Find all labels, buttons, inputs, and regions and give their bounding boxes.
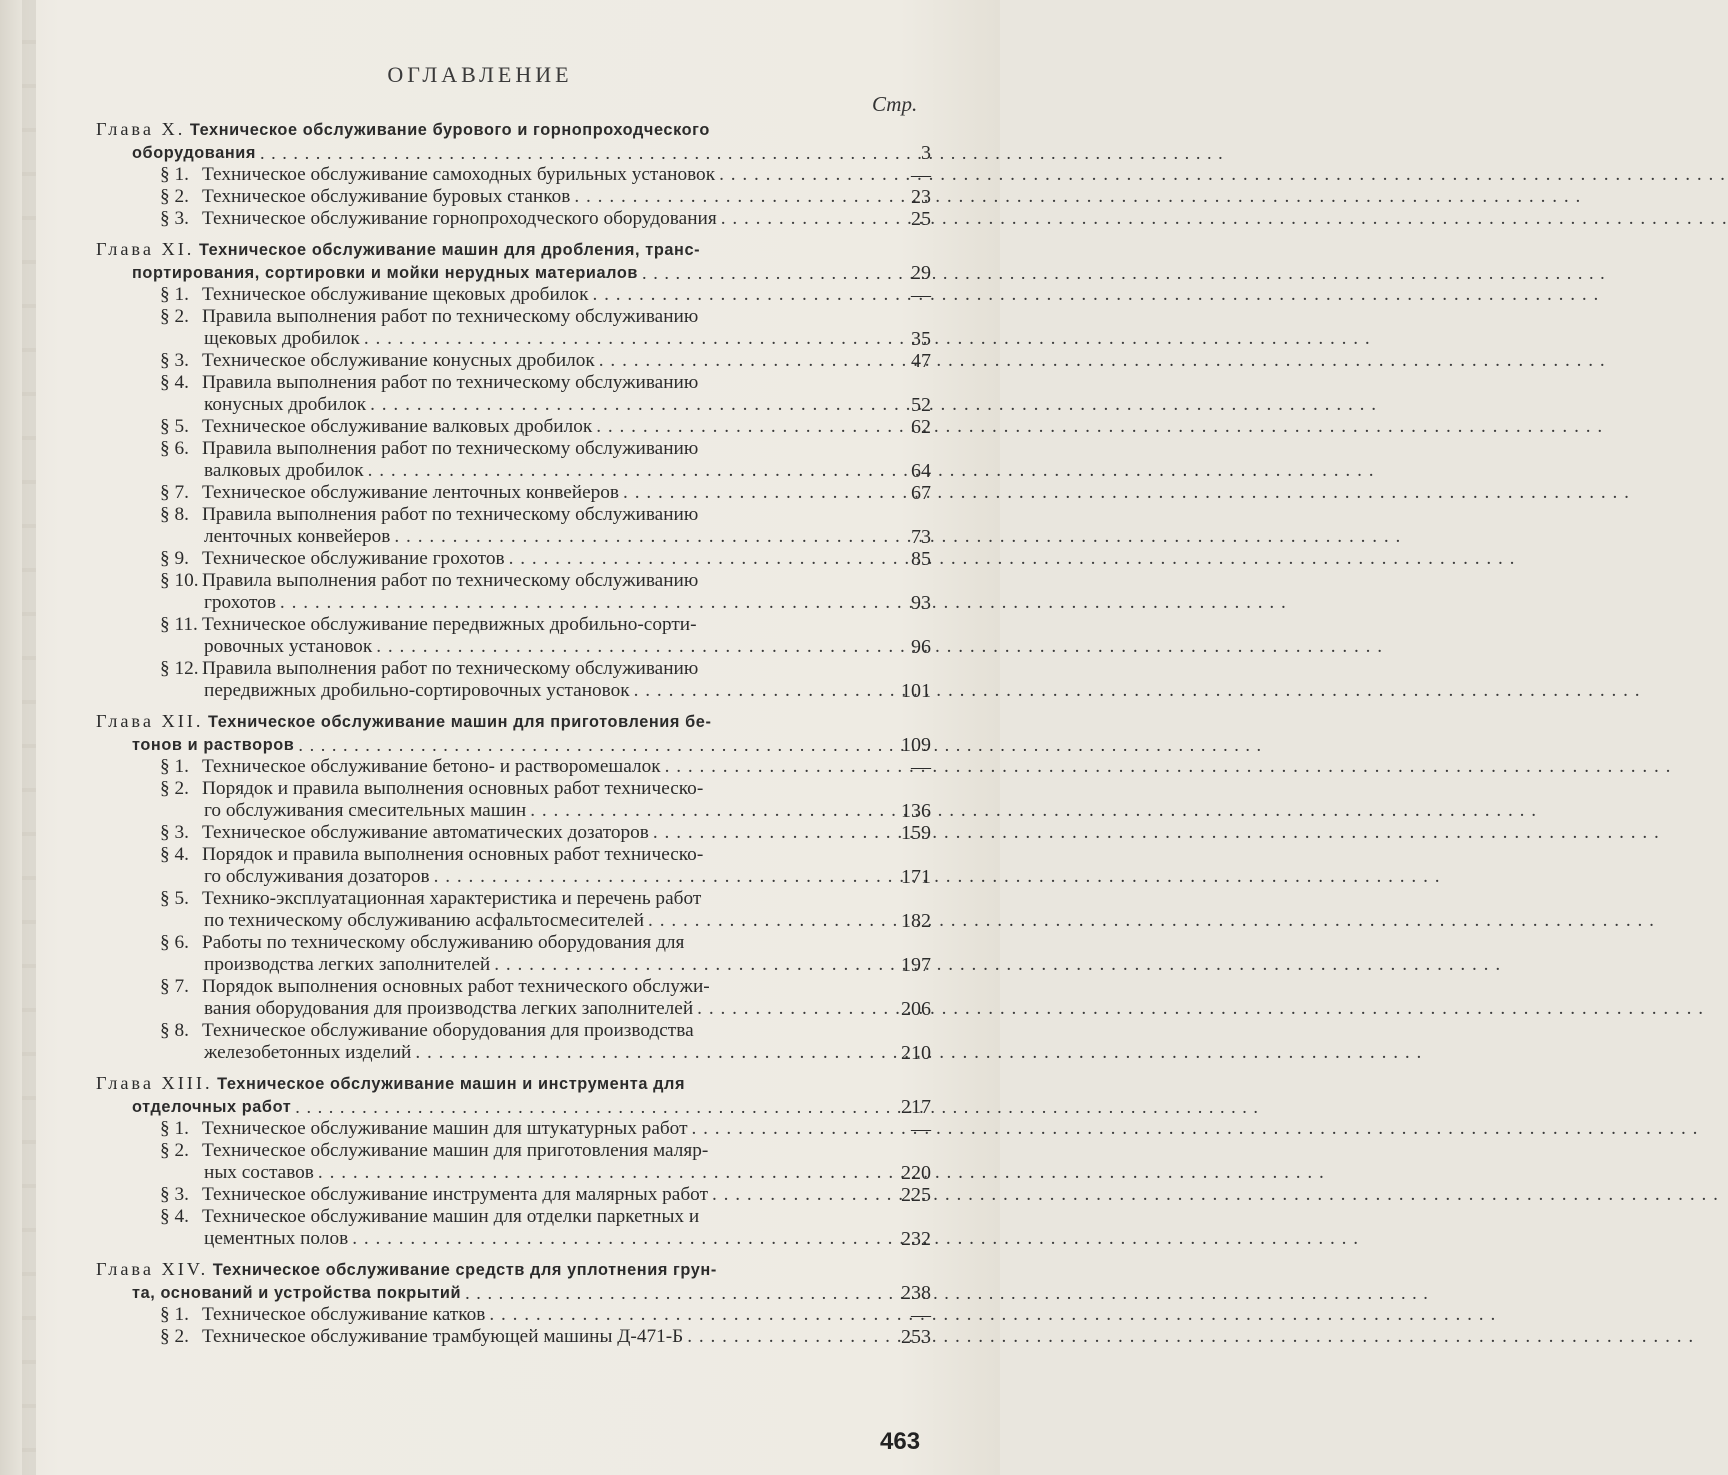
section-text: [160, 482, 619, 504]
section-line: [96, 592, 931, 614]
leader-dots: [653, 822, 859, 844]
chapter-title-text: [132, 1281, 461, 1304]
section-title: ровочных установок: [204, 636, 373, 657]
section-title: Техническое обслуживание буровых станков: [202, 186, 571, 207]
section-title: Правила выполнения работ по техническому обслуживанию: [202, 658, 699, 679]
section-title: Техническое обслуживание машин для штукатурных работ: [202, 1118, 688, 1139]
section-title: Техническое обслуживание грохотов: [202, 548, 505, 569]
section-title: Технико-эксплуатационная характеристика и перечень работ: [202, 888, 702, 909]
leader-dots: [489, 1304, 859, 1326]
chapter-page: 3: [921, 142, 931, 164]
section-page: —: [911, 164, 931, 186]
section-number: § 6.: [160, 932, 189, 953]
section-page: 62: [911, 416, 931, 438]
section-title: Техническое обслуживание щековых дробилок: [202, 284, 589, 305]
section-title: ных составов: [204, 1162, 314, 1183]
section-text: [204, 954, 490, 976]
leader-dots: [415, 1042, 859, 1064]
section-line: [96, 306, 931, 328]
section-line: [96, 208, 931, 230]
chapter-title-text: [132, 733, 294, 756]
toc-chapter: [96, 1258, 931, 1348]
section-text: [204, 1228, 348, 1250]
section-line: [96, 1162, 931, 1184]
section-text: [160, 888, 701, 910]
section-number: § 7.: [160, 976, 189, 997]
chapter-title-line: [96, 1281, 931, 1304]
chapter-label: Глава XIV.: [96, 1259, 209, 1279]
chapter-title-text: [132, 1095, 291, 1118]
page-number: 463: [880, 1428, 921, 1455]
section-number: § 1.: [160, 1304, 189, 1325]
section-line: [96, 1042, 931, 1064]
section-title: го обслуживания дозаторов: [204, 866, 430, 887]
section-line: [96, 910, 931, 932]
section-text: [204, 800, 526, 822]
section-page: 85: [911, 548, 931, 570]
section-title: Техническое обслуживание передвижных дробильно-сорти-: [202, 614, 697, 635]
section-line: [96, 164, 931, 186]
leader-dots: [623, 482, 859, 504]
section-page: 35: [911, 328, 931, 350]
chapter-title: Техническое обслуживание средств для уплотнения грун-: [212, 1261, 717, 1279]
section-number: § 4.: [160, 844, 189, 865]
section-text: [160, 164, 715, 186]
chapter-title: отделочных работ: [132, 1098, 292, 1116]
toc-chapter: [96, 710, 931, 1064]
leader-dots: [352, 1228, 859, 1250]
section-number: § 2.: [160, 1326, 189, 1347]
section-line: [96, 284, 931, 306]
section-page: 225: [901, 1184, 931, 1206]
section-page: 197: [901, 954, 931, 976]
section-page: 220: [901, 1162, 931, 1184]
section-line: [96, 680, 931, 702]
section-text: [160, 614, 697, 636]
section-text: [204, 328, 360, 350]
chapter-page: 109: [901, 734, 931, 756]
section-text: [160, 350, 595, 372]
leader-dots: [260, 142, 859, 164]
section-title: щековых дробилок: [204, 328, 360, 349]
section-line: [96, 460, 931, 482]
leader-dots: [719, 164, 859, 186]
section-text: [160, 778, 703, 800]
chapter-title: тонов и растворов: [132, 736, 295, 754]
section-text: [204, 592, 276, 614]
section-line: [96, 328, 931, 350]
section-page: 64: [911, 460, 931, 482]
section-line: [96, 482, 931, 504]
leader-dots: [665, 756, 859, 778]
section-title: Правила выполнения работ по техническому обслуживанию: [202, 438, 699, 459]
section-title: Техническое обслуживание бетоно- и растворомешалок: [202, 756, 661, 777]
section-line: [96, 438, 931, 460]
section-text: [160, 1206, 699, 1228]
leader-dots: [634, 680, 859, 702]
section-number: § 3.: [160, 1184, 189, 1205]
section-title: го обслуживания смесительных машин: [204, 800, 527, 821]
section-line: [96, 932, 931, 954]
section-title: Порядок выполнения основных работ технического обслужи-: [202, 976, 710, 997]
chapter-title: та, оснований и устройства покрытий: [132, 1284, 462, 1302]
section-text: [160, 306, 698, 328]
section-title: ленточных конвейеров: [204, 526, 391, 547]
section-line: [96, 1140, 931, 1162]
toc-chapter: [96, 238, 931, 702]
section-title: передвижных дробильно-сортировочных установок: [204, 680, 630, 701]
section-title: Техническое обслуживание ленточных конвейеров: [202, 482, 620, 503]
section-title: по техническому обслуживанию асфальтосмесителей: [204, 910, 645, 931]
leader-dots: [509, 548, 859, 570]
chapter-page: 29: [911, 262, 931, 284]
chapter-label: Глава XII.: [96, 711, 204, 731]
section-line: [96, 394, 931, 416]
section-title: Работы по техническому обслуживанию оборудования для: [202, 932, 685, 953]
section-title: Правила выполнения работ по техническому обслуживанию: [202, 306, 699, 327]
section-title: Техническое обслуживание катков: [202, 1304, 486, 1325]
section-line: [96, 504, 931, 526]
toc-chapter: [96, 118, 931, 230]
section-title: Правила выполнения работ по техническому обслуживанию: [202, 504, 699, 525]
section-page: —: [911, 1118, 931, 1140]
section-number: § 11.: [160, 614, 198, 635]
section-number: § 7.: [160, 482, 189, 503]
section-text: [160, 284, 588, 306]
section-line: [96, 1304, 931, 1326]
section-number: § 4.: [160, 372, 189, 393]
section-text: [204, 1042, 411, 1064]
section-text: [204, 866, 430, 888]
section-number: § 4.: [160, 1206, 189, 1227]
section-text: [160, 1326, 683, 1348]
leader-dots: [376, 636, 859, 658]
leader-dots: [648, 910, 859, 932]
section-title: Правила выполнения работ по техническому обслуживанию: [202, 570, 699, 591]
section-text: [160, 976, 710, 998]
chapter-title-text: [132, 141, 256, 164]
section-line: [96, 570, 931, 592]
section-title: Порядок и правила выполнения основных работ техническо-: [202, 778, 704, 799]
section-number: § 2.: [160, 1140, 189, 1161]
section-number: § 8.: [160, 504, 189, 525]
section-number: § 3.: [160, 822, 189, 843]
section-number: § 2.: [160, 306, 189, 327]
chapter-title-line: [96, 118, 931, 141]
chapter-title-text: [96, 118, 710, 141]
leader-dots: [687, 1326, 859, 1348]
leader-dots: [295, 1096, 859, 1118]
chapter-title: портирования, сортировки и мойки нерудных материалов: [132, 264, 639, 282]
section-title: Техническое обслуживание автоматических дозаторов: [202, 822, 649, 843]
section-number: § 3.: [160, 350, 189, 371]
section-page: 25: [911, 208, 931, 230]
section-text: [160, 504, 698, 526]
section-title: цементных полов: [204, 1228, 349, 1249]
leader-dots: [364, 328, 859, 350]
section-line: [96, 998, 931, 1020]
section-text: [204, 394, 366, 416]
section-number: § 2.: [160, 186, 189, 207]
section-line: [96, 548, 931, 570]
section-text: [204, 460, 364, 482]
section-number: § 1.: [160, 1118, 189, 1139]
section-page: 171: [901, 866, 931, 888]
chapter-title: Техническое обслуживание машин и инструмента для: [217, 1075, 686, 1093]
leader-dots: [280, 592, 859, 614]
section-title: Техническое обслуживание горнопроходческого оборудования: [202, 208, 717, 229]
section-page: 136: [901, 800, 931, 822]
chapter-page: 238: [901, 1282, 931, 1304]
leader-dots: [697, 998, 859, 1020]
leader-dots: [592, 284, 859, 306]
section-text: [204, 998, 693, 1020]
section-title: Техническое обслуживание валковых дробилок: [202, 416, 593, 437]
section-text: [204, 1162, 314, 1184]
section-page: 52: [911, 394, 931, 416]
section-text: [160, 548, 505, 570]
section-text: [160, 1184, 708, 1206]
page-binding: [22, 0, 36, 1475]
section-number: § 2.: [160, 778, 189, 799]
section-page: 210: [901, 1042, 931, 1064]
leader-dots: [370, 394, 859, 416]
section-page: 67: [911, 482, 931, 504]
section-title: Техническое обслуживание машин для приготовления маляр-: [202, 1140, 709, 1161]
section-number: § 12.: [160, 658, 199, 679]
section-text: [160, 1118, 688, 1140]
leader-dots: [368, 460, 859, 482]
section-line: [96, 756, 931, 778]
chapter-title-text: [96, 1258, 717, 1281]
section-line: [96, 1118, 931, 1140]
section-page: 232: [901, 1228, 931, 1250]
section-page: 93: [911, 592, 931, 614]
section-page: 47: [911, 350, 931, 372]
chapter-label: Глава XIII.: [96, 1073, 213, 1093]
section-line: [96, 1206, 931, 1228]
section-number: § 5.: [160, 888, 189, 909]
chapter-title-line: [96, 238, 931, 261]
chapter-title: оборудования: [132, 144, 256, 162]
section-page: 182: [901, 910, 931, 932]
section-line: [96, 636, 931, 658]
toc-heading: ОГЛАВЛЕНИЕ: [387, 62, 573, 87]
section-title: Техническое обслуживание инструмента для малярных работ: [202, 1184, 708, 1205]
section-line: [96, 1020, 931, 1042]
leader-dots: [530, 800, 859, 822]
leader-dots: [642, 262, 859, 284]
section-title: Техническое обслуживание самоходных бурильных установок: [202, 164, 716, 185]
section-page: 96: [911, 636, 931, 658]
section-line: [96, 526, 931, 548]
section-text: [160, 570, 698, 592]
chapter-title: Техническое обслуживание машин для дробления, транс-: [198, 241, 701, 259]
chapter-title-line: [96, 733, 931, 756]
section-text: [160, 1140, 708, 1162]
section-page: 23: [911, 186, 931, 208]
page-column-label: Стр.: [872, 92, 918, 116]
section-title: грохотов: [204, 592, 276, 613]
section-line: [96, 1326, 931, 1348]
section-text: [204, 680, 630, 702]
section-page: —: [911, 1304, 931, 1326]
section-page: 206: [901, 998, 931, 1020]
section-title: Техническое обслуживание конусных дробилок: [202, 350, 595, 371]
chapter-title-line: [96, 1072, 931, 1095]
chapter-title-text: [96, 710, 711, 733]
toc-chapter: [96, 1072, 931, 1250]
chapter-title: Техническое обслуживание бурового и горнопроходческого: [189, 121, 710, 139]
section-number: § 1.: [160, 756, 189, 777]
leader-dots: [394, 526, 859, 548]
section-page: —: [911, 284, 931, 306]
leader-dots: [712, 1184, 859, 1206]
chapter-title-text: [96, 1072, 685, 1095]
section-text: [160, 1304, 485, 1326]
leader-dots: [596, 416, 859, 438]
section-line: [96, 778, 931, 800]
section-text: [160, 756, 661, 778]
section-line: [96, 1228, 931, 1250]
section-text: [160, 372, 698, 394]
section-line: [96, 614, 931, 636]
section-title: вания оборудования для производства легких заполнителей: [204, 998, 694, 1019]
section-line: [96, 350, 931, 372]
section-page: 73: [911, 526, 931, 548]
section-line: [96, 372, 931, 394]
chapter-title-line: [96, 1095, 931, 1118]
section-number: § 9.: [160, 548, 189, 569]
section-line: [96, 866, 931, 888]
chapter-title-line: [96, 1258, 931, 1281]
section-text: [160, 416, 592, 438]
chapter-title: Техническое обслуживание машин для приготовления бе-: [208, 713, 712, 731]
leader-dots: [434, 866, 859, 888]
section-number: § 10.: [160, 570, 199, 591]
section-number: § 5.: [160, 416, 189, 437]
section-title: Техническое обслуживание оборудования для производства: [202, 1020, 694, 1041]
section-title: Правила выполнения работ по техническому обслуживанию: [202, 372, 699, 393]
section-line: [96, 416, 931, 438]
section-text: [204, 910, 644, 932]
section-number: § 3.: [160, 208, 189, 229]
chapter-page: 217: [901, 1096, 931, 1118]
leader-dots: [465, 1282, 859, 1304]
section-text: [204, 636, 372, 658]
chapter-title-line: [96, 710, 931, 733]
section-line: [96, 888, 931, 910]
leader-dots: [599, 350, 859, 372]
chapter-title-line: [96, 141, 931, 164]
section-page: —: [911, 756, 931, 778]
section-line: [96, 822, 931, 844]
section-line: [96, 954, 931, 976]
section-number: § 1.: [160, 284, 189, 305]
section-title: Порядок и правила выполнения основных работ техническо-: [202, 844, 704, 865]
leader-dots: [574, 186, 859, 208]
section-line: [96, 1184, 931, 1206]
chapter-label: Глава X.: [96, 119, 186, 139]
section-number: § 1.: [160, 164, 189, 185]
section-page: 101: [901, 680, 931, 702]
chapter-title-text: [96, 238, 700, 261]
table-of-contents: [96, 118, 931, 1348]
section-page: 159: [901, 822, 931, 844]
section-text: [160, 208, 717, 230]
chapter-title-line: [96, 261, 931, 284]
leader-dots: [494, 954, 859, 976]
section-title: производства легких заполнителей: [204, 954, 491, 975]
section-number: § 6.: [160, 438, 189, 459]
section-page: 253: [901, 1326, 931, 1348]
section-title: конусных дробилок: [204, 394, 367, 415]
section-title: железобетонных изделий: [204, 1042, 412, 1063]
section-line: [96, 658, 931, 680]
section-text: [160, 658, 698, 680]
section-text: [160, 932, 684, 954]
section-line: [96, 844, 931, 866]
section-text: [160, 438, 698, 460]
section-text: [160, 822, 649, 844]
section-number: § 8.: [160, 1020, 189, 1041]
section-title: Техническое обслуживание машин для отделки паркетных и: [202, 1206, 700, 1227]
section-title: валковых дробилок: [204, 460, 364, 481]
leader-dots: [318, 1162, 859, 1184]
section-line: [96, 800, 931, 822]
section-text: [160, 186, 570, 208]
section-line: [96, 976, 931, 998]
leader-dots: [721, 208, 859, 230]
section-text: [160, 844, 703, 866]
section-text: [204, 526, 390, 548]
section-text: [160, 1020, 694, 1042]
section-title: Техническое обслуживание трамбующей машины Д-471-Б: [202, 1326, 684, 1347]
chapter-label: Глава XI.: [96, 239, 195, 259]
chapter-title-text: [132, 261, 638, 284]
section-line: [96, 186, 931, 208]
leader-dots: [692, 1118, 860, 1140]
leader-dots: [298, 734, 859, 756]
